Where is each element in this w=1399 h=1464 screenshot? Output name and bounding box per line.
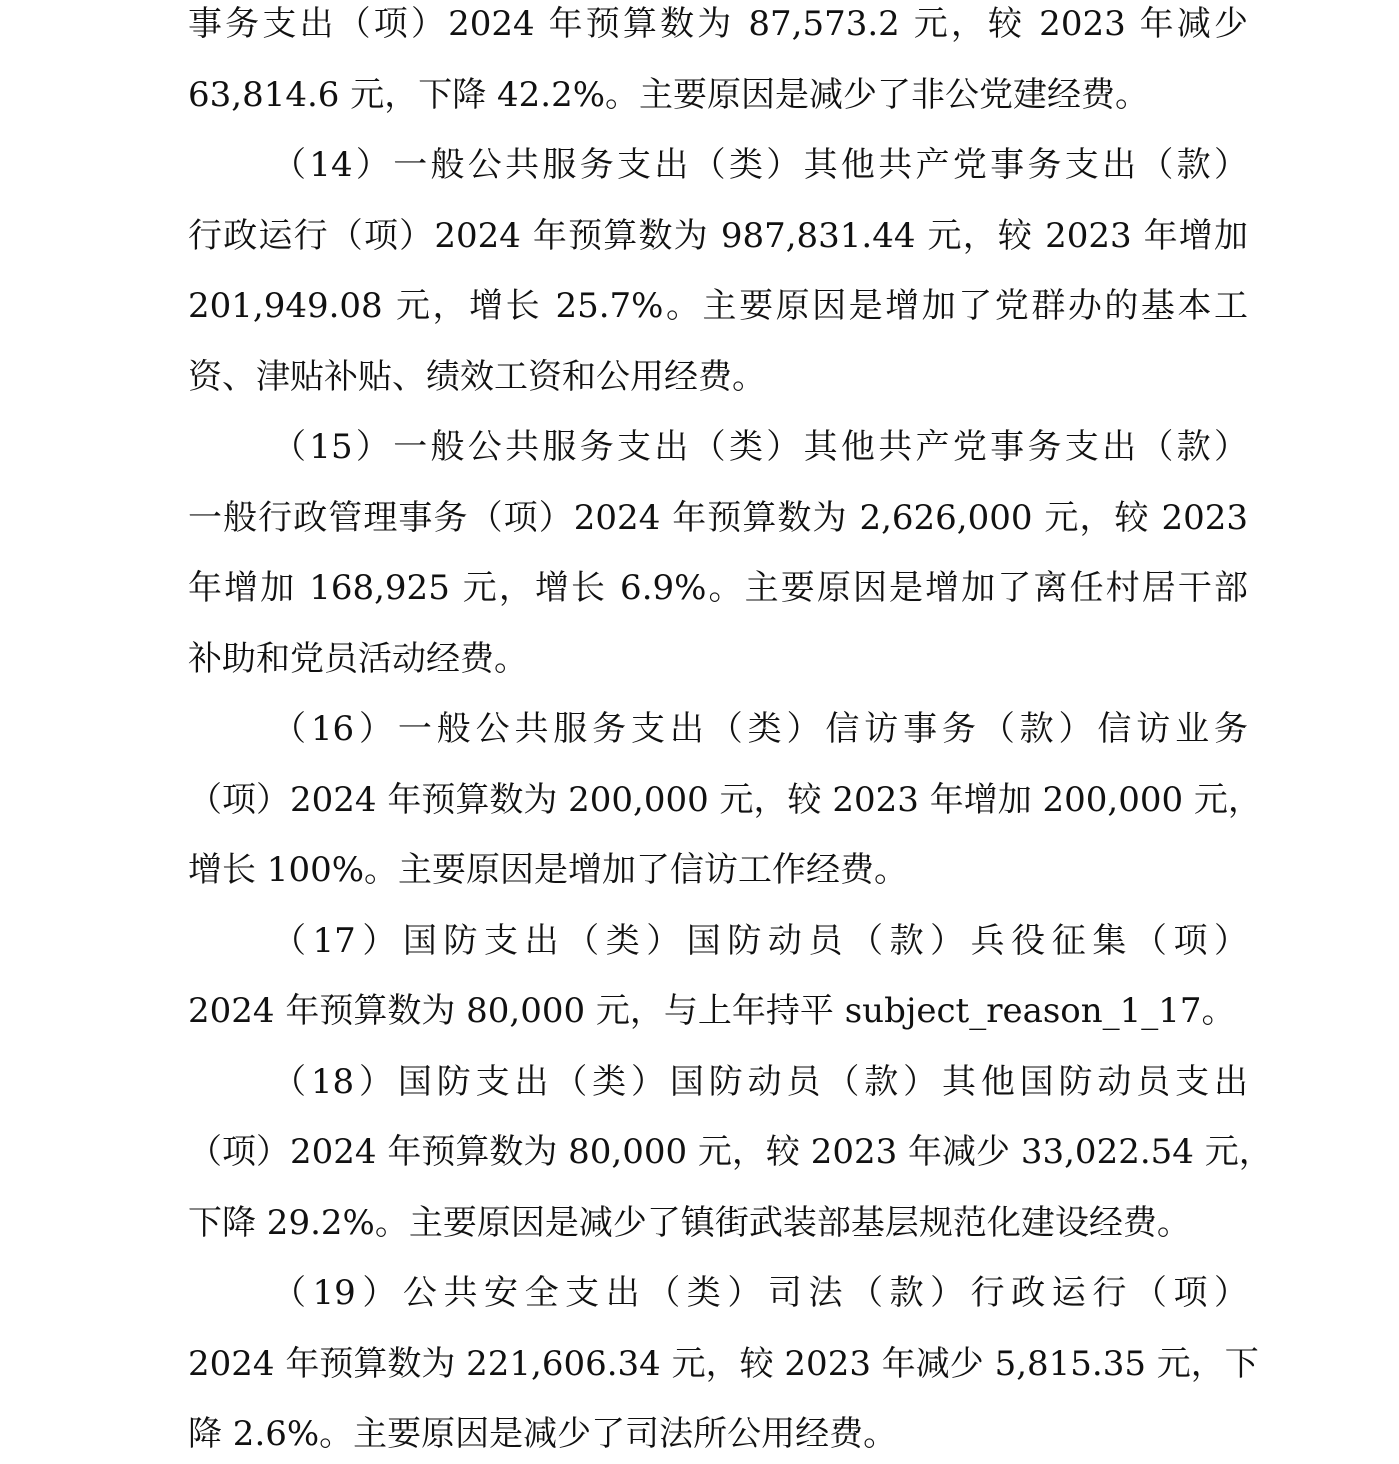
- text-line: 资、津贴补贴、绩效工资和公用经费。: [188, 357, 766, 397]
- text-line: 行政运行（项）2024 年预算数为 987,831.44 元，较 2023 年增加: [188, 216, 1248, 256]
- paragraph-19-heading-line: （19）公共安全支出（类）司法（款）行政运行（项）: [272, 1273, 1248, 1313]
- paragraph-17-heading-line: （17）国防支出（类）国防动员（款）兵役征集（项）: [272, 921, 1248, 961]
- text-line: 事务支出（项）2024 年预算数为 87,573.2 元，较 2023 年减少: [188, 4, 1248, 44]
- text-line: （项）2024 年预算数为 200,000 元，较 2023 年增加 200,000 元，: [188, 780, 1262, 820]
- text-line: 下降 29.2%。主要原因是减少了镇街武装部基层规范化建设经费。: [188, 1203, 1191, 1243]
- text-line: 增长 100%。主要原因是增加了信访工作经费。: [188, 850, 909, 890]
- text-line: 2024 年预算数为 221,606.34 元，较 2023 年减少 5,815.35 元，下: [188, 1344, 1259, 1384]
- paragraph-14-heading-line: （14）一般公共服务支出（类）其他共产党事务支出（款）: [272, 145, 1248, 185]
- text-line: 年增加 168,925 元，增长 6.9%。主要原因是增加了离任村居干部: [188, 568, 1248, 608]
- text-line: 2024 年预算数为 80,000 元，与上年持平 subject_reason_1_17。: [188, 991, 1236, 1031]
- paragraph-18-heading-line: （18）国防支出（类）国防动员（款）其他国防动员支出: [272, 1062, 1248, 1102]
- text-line: 降 2.6%。主要原因是减少了司法所公用经费。: [188, 1414, 898, 1454]
- text-line: （项）2024 年预算数为 80,000 元，较 2023 年减少 33,022.54 元，: [188, 1132, 1273, 1172]
- text-line: 补助和党员活动经费。: [188, 639, 528, 679]
- text-line: 63,814.6 元，下降 42.2%。主要原因是减少了非公党建经费。: [188, 75, 1150, 115]
- text-line: 201,949.08 元，增长 25.7%。主要原因是增加了党群办的基本工: [188, 286, 1248, 326]
- paragraph-15-heading-line: （15）一般公共服务支出（类）其他共产党事务支出（款）: [272, 427, 1248, 467]
- text-line: 一般行政管理事务（项）2024 年预算数为 2,626,000 元，较 2023: [188, 498, 1248, 538]
- paragraph-16-heading-line: （16）一般公共服务支出（类）信访事务（款）信访业务: [272, 709, 1248, 749]
